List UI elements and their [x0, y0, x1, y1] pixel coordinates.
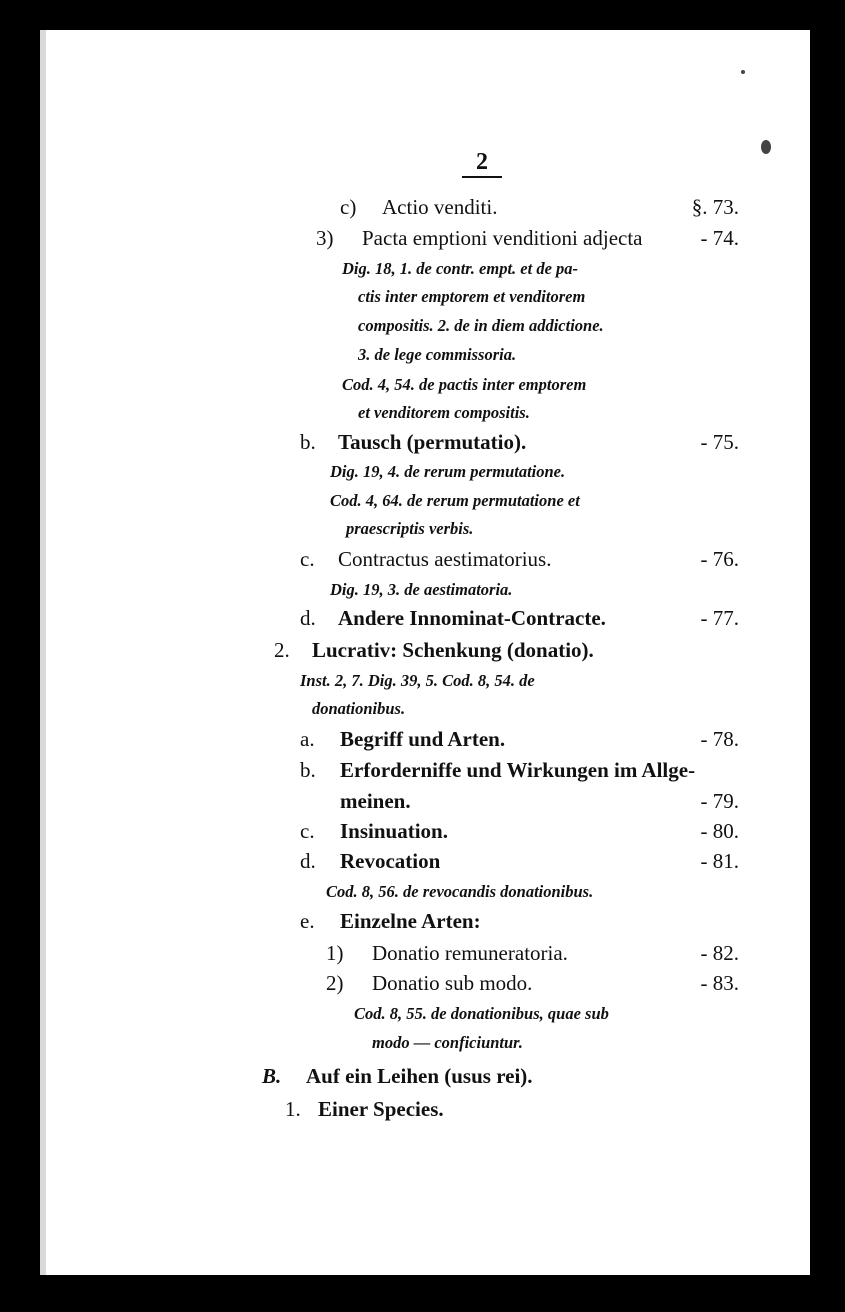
citation-line	[0, 457, 845, 487]
citation-text: et venditorem compositis.	[358, 403, 530, 422]
entry-label: a.	[300, 727, 315, 751]
entry-ref: - 80.	[700, 819, 739, 843]
toc-entry	[0, 223, 845, 253]
citation-line	[0, 877, 845, 907]
citation-line	[0, 311, 845, 341]
toc-entry	[0, 755, 845, 785]
ink-spot	[761, 140, 771, 154]
citation-text: donationibus.	[312, 699, 406, 718]
entry-label: c.	[300, 547, 315, 571]
entry-text: Donatio remuneratoria.	[372, 941, 568, 965]
entry-label: 3)	[316, 226, 334, 250]
citation-text: Inst. 2, 7. Dig. 39, 5. Cod. 8, 54. de	[300, 671, 535, 690]
entry-text: Lucrativ: Schenkung (donatio).	[312, 638, 594, 662]
entry-ref: - 74.	[700, 226, 739, 250]
toc-entry	[0, 1094, 845, 1124]
citation-line	[0, 254, 845, 284]
citation-text: ctis inter emptorem et venditorem	[358, 287, 586, 306]
page-number: 2	[462, 148, 502, 178]
citation-line	[0, 999, 845, 1029]
entry-label: 2.	[274, 638, 290, 662]
entry-label: b.	[300, 758, 316, 782]
entry-label: c)	[340, 195, 357, 219]
citation-line	[0, 370, 845, 400]
entry-label: d.	[300, 849, 316, 873]
citation-text: Dig. 19, 4. de rerum permutatione.	[330, 462, 566, 481]
entry-ref: - 78.	[700, 727, 739, 751]
citation-text: Cod. 4, 64. de rerum permutatione et	[330, 491, 580, 510]
citation-text: 3. de lege commissoria.	[358, 345, 517, 364]
ink-spot	[741, 70, 745, 74]
entry-label: c.	[300, 819, 315, 843]
toc-entry	[0, 968, 845, 998]
citation-line	[0, 282, 845, 312]
entry-ref: - 81.	[700, 849, 739, 873]
entry-text: Auf ein Leihen (usus rei).	[306, 1064, 533, 1088]
toc-entry	[0, 816, 845, 846]
citation-line	[0, 340, 845, 370]
entry-ref: - 83.	[700, 971, 739, 995]
entry-text: Einer Species.	[318, 1097, 444, 1121]
entry-ref: - 77.	[700, 606, 739, 630]
citation-line	[0, 666, 845, 696]
entry-text: Actio venditi.	[382, 195, 498, 219]
citation-line	[0, 398, 845, 428]
entry-text: Contractus aestimatorius.	[338, 547, 552, 571]
citation-text: praescriptis verbis.	[346, 519, 474, 538]
toc-entry	[0, 938, 845, 968]
entry-label: 1)	[326, 941, 344, 965]
citation-text: Cod. 4, 54. de pactis inter emptorem	[342, 375, 587, 394]
toc-entry	[0, 846, 845, 876]
citation-line	[0, 1028, 845, 1058]
entry-ref: - 76.	[700, 547, 739, 571]
toc-entry	[0, 906, 845, 936]
toc-entry	[0, 786, 845, 816]
citation-text: Dig. 19, 3. de aestimatoria.	[330, 580, 513, 599]
entry-ref: - 82.	[700, 941, 739, 965]
citation-text: Cod. 8, 56. de revocandis donationibus.	[326, 882, 594, 901]
toc-entry	[0, 544, 845, 574]
citation-line	[0, 694, 845, 724]
entry-ref: - 75.	[700, 430, 739, 454]
entry-text: Tausch (permutatio).	[338, 430, 527, 454]
toc-entry	[0, 635, 845, 665]
citation-text: Cod. 8, 55. de donationibus, quae sub	[354, 1004, 609, 1023]
entry-text: Donatio sub modo.	[372, 971, 533, 995]
toc-entry	[0, 192, 845, 222]
entry-text: Insinuation.	[340, 819, 448, 843]
toc-entry	[0, 427, 845, 457]
citation-line	[0, 486, 845, 516]
toc-entry	[0, 1061, 845, 1091]
entry-text: meinen.	[340, 789, 411, 813]
entry-text: Erforderniffe und Wirkungen im Allge-	[340, 758, 696, 782]
entry-text: Begriff und Arten.	[340, 727, 506, 751]
entry-text: Pacta emptioni venditioni adjecta	[362, 226, 643, 250]
entry-text: Einzelne Arten:	[340, 909, 481, 933]
entry-label: e.	[300, 909, 315, 933]
toc-entry	[0, 603, 845, 633]
entry-ref: §. 73.	[691, 195, 739, 219]
toc-entry	[0, 724, 845, 754]
citation-line	[0, 575, 845, 605]
citation-text: Dig. 18, 1. de contr. empt. et de pa-	[342, 259, 579, 278]
citation-text: modo — conficiuntur.	[372, 1033, 523, 1052]
entry-ref: - 79.	[700, 789, 739, 813]
entry-label: B.	[262, 1064, 282, 1088]
citation-line	[0, 514, 845, 544]
entry-label: d.	[300, 606, 316, 630]
entry-text: Revocation	[340, 849, 441, 873]
entry-text: Andere Innominat-Contracte.	[338, 606, 606, 630]
citation-text: compositis. 2. de in diem addictione.	[358, 316, 604, 335]
entry-label: 2)	[326, 971, 344, 995]
entry-label: b.	[300, 430, 316, 454]
entry-label: 1.	[285, 1097, 301, 1121]
